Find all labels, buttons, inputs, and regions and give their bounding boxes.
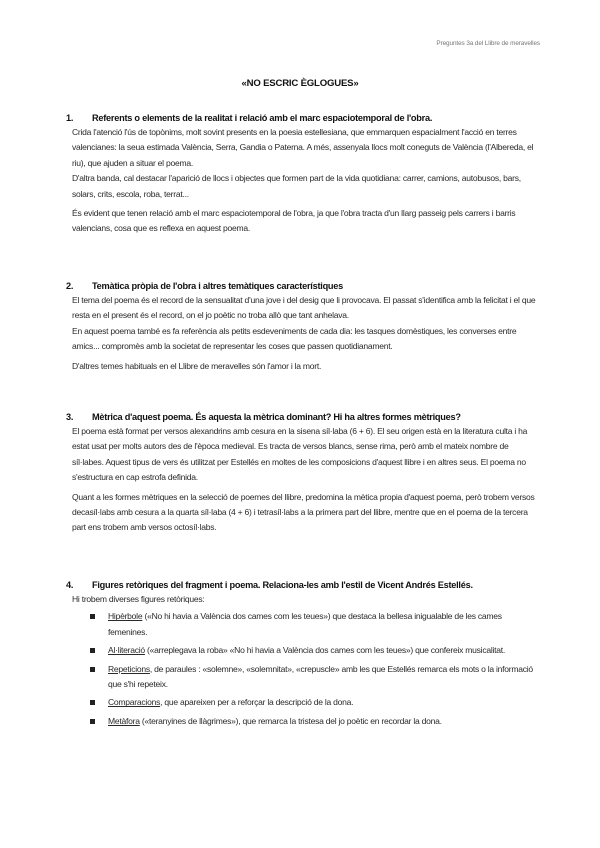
figure-description: , que apareixen per a reforçar la descripció de la dona. xyxy=(160,697,354,708)
question-number: 3. xyxy=(66,412,74,422)
square-bullet-icon xyxy=(90,648,95,653)
section-2 xyxy=(0,279,600,374)
list-item xyxy=(90,714,540,729)
paragraph: D'altres temes habituals en el Llibre de meravelles són l'amor i la mort. xyxy=(72,360,322,371)
question-heading xyxy=(66,111,540,125)
page-header: Preguntes 3a del Llibre de meravelles xyxy=(436,40,540,47)
question-heading xyxy=(66,279,540,293)
question-text: Referents o elements de la realitat i relació amb el marc espaciotemporal de l'obra. xyxy=(92,113,433,123)
figure-term: Repeticions xyxy=(108,663,150,674)
figure-term: Al·literació xyxy=(108,645,145,656)
paragraph: El tema del poema és el record de la sensualitat d'una jove i del desig que li provocava. El passat s'identifica amb la felicitat i el que resta en el present és el record, on el jo poètic no troba allò que tant anhelava. xyxy=(72,295,536,321)
section-1 xyxy=(0,111,600,237)
paragraph: El poema està format per versos alexandrins amb cesura en la sisena síl·laba (6 + 6). El seu origen està en la literatura culta i ha estat usat per molts autors des de l'època medieval. Es tracta de versos blancs, sense rima, però amb el mateix nombre de síl·labes. Aquest tipus de vers és utilitzat per Estellés en moltes de les composicions d'aquest llibre i en altres seus. El poema no s'estructura en cap estrofa definida. xyxy=(72,426,528,483)
question-number: 4. xyxy=(66,580,74,590)
list-item xyxy=(90,695,540,710)
square-bullet-icon xyxy=(90,614,95,619)
list-item xyxy=(90,609,540,640)
question-text: Mètrica d'aquest poema. És aquesta la mètrica dominant? Hi ha altres formes mètriques? xyxy=(92,412,461,422)
question-number: 1. xyxy=(66,113,74,123)
figure-description: , de paraules : «solemne», «solemnitat», «crepuscle» amb les que Estellés remarca els mots o la informació que s'hi repeteix. xyxy=(108,663,533,690)
section-4 xyxy=(0,578,600,732)
question-heading xyxy=(66,578,540,592)
figure-term: Metàfora xyxy=(108,715,140,726)
square-bullet-icon xyxy=(90,700,95,705)
figure-term: Hipèrbole xyxy=(108,611,143,622)
list-item xyxy=(90,662,540,693)
paragraph: És evident que tenen relació amb el marc espaciotemporal de l'obra, ja que l'obra tracta d'un llarg passeig pels carrers i barris valencians, cosa que es reflexa en aquest poema. xyxy=(72,208,516,234)
paragraph: En aquest poema també es fa referència als petits esdeveniments de cada dia: les tasques domèstiques, les converses entre amics... compromès amb la societat de representar les coses que passen quotidianament. xyxy=(72,325,517,352)
figure-term: Comparacions xyxy=(108,697,161,708)
figure-description: («arreplegava la roba» «No hi havia a València dos cames com les teues») que confereix musicalitat. xyxy=(144,645,506,656)
paragraph: Hi trobem diverses figures retòriques: xyxy=(72,594,205,604)
question-heading xyxy=(66,410,540,424)
list-item xyxy=(90,643,540,658)
square-bullet-icon xyxy=(90,719,95,724)
section-3 xyxy=(0,410,600,536)
figure-description: («teranyines de llàgrimes»), que remarca la tristesa del jo poètic en recordar la dona. xyxy=(139,715,442,726)
figures-list xyxy=(0,609,600,729)
question-number: 2. xyxy=(66,281,74,291)
square-bullet-icon xyxy=(90,667,95,672)
paragraph: Crida l'atenció l'ús de topònims, molt sovint presents en la poesia estellesiana, que emmarquen espacialment l'acció en terres valencianes: la seua estimada València, Serra, Gandia o Paterna. A més, assenyala llocs molt coneguts de València (l'Albereda, el riu), que ajuden a situar el poema. xyxy=(72,127,534,168)
question-text: Temàtica pròpia de l'obra i altres temàtiques característiques xyxy=(92,281,344,291)
paragraph: Quant a les formes mètriques en la selecció de poemes del llibre, predomina la mètica propia d'aquest poema, però trobem versos decasíl·labs amb cesura a la quarta síl·laba (4 + 6) i tetrasíl·labs a la primera part del llibre, mentre que en el poema de la tercera part ens trobem amb versos octosíl·labs. xyxy=(72,491,535,533)
figure-description: («No hi havia a València dos cames com les teues») que destaca la bellesa inigualable de les cames femenines. xyxy=(108,611,502,637)
question-text: Figures retòriques del fragment i poema. Relaciona-les amb l'estil de Vicent Andrés Estellés. xyxy=(92,580,473,590)
document-title: «NO ESCRIC ÈGLOGUES» xyxy=(241,78,359,89)
paragraph: D'altra banda, cal destacar l'aparició de llocs i objectes que formen part de la vida quotidiana: carrer, camions, autobusos, bars, solars, crits, escola, roba, terrat... xyxy=(72,173,521,199)
